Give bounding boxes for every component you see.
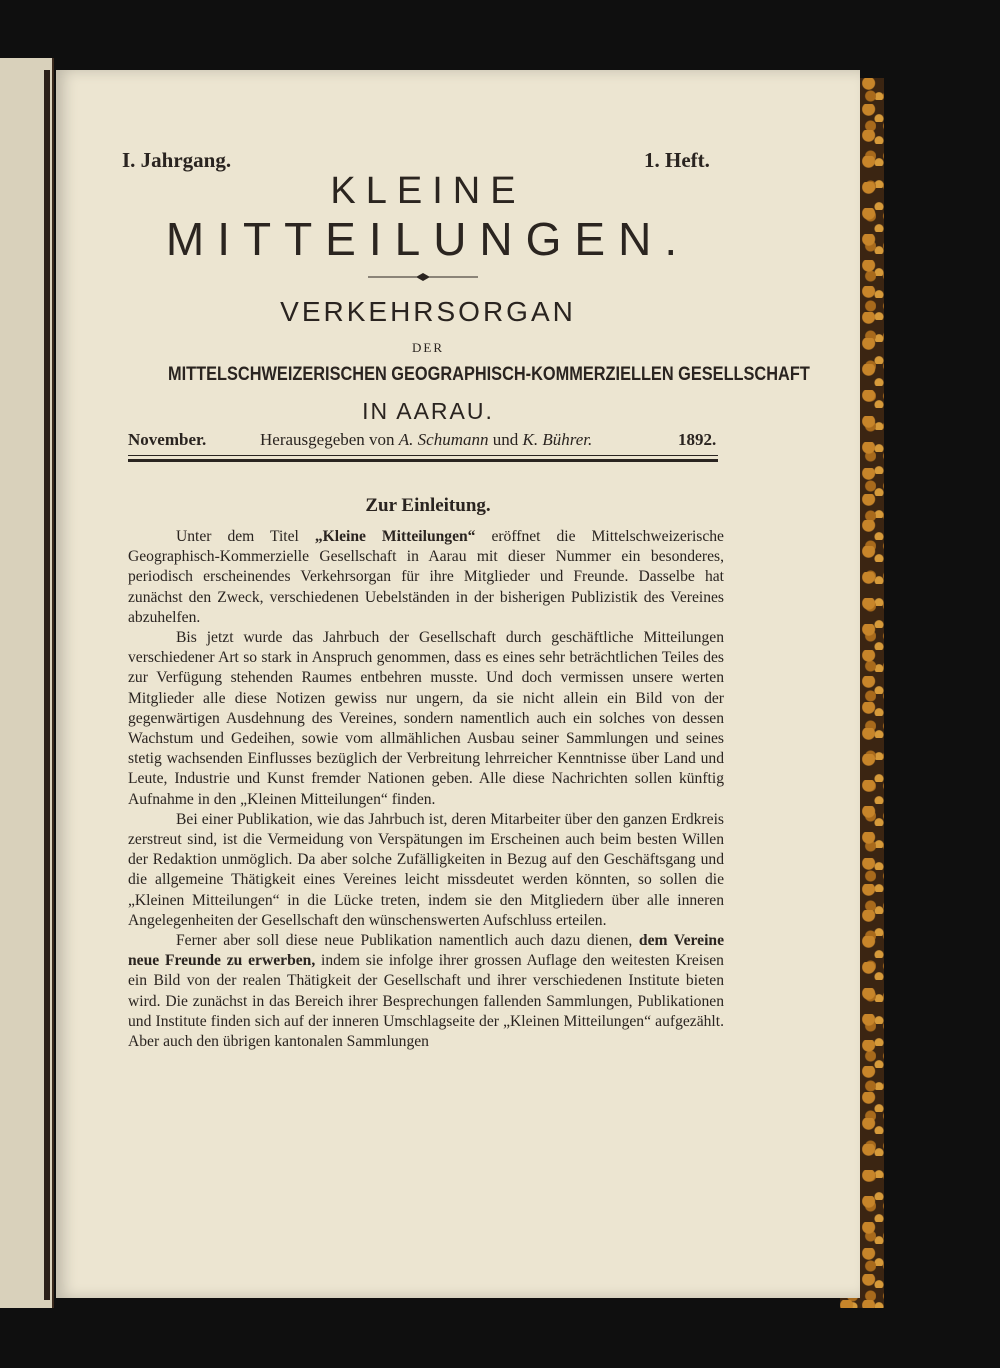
p4-bold: dem Vereine neue Freunde zu erwerben, xyxy=(128,932,725,970)
paragraph-3: Bei einer Publikation, wie das Jahrbuch ist, deren Mitarbeiter über den ganzen Erdkreis zerstreut sind, ist die Vermeidung von Verspätungen im Erscheinen auch beim besten Willen der Redaktion unmöglich. Da aber solche Zufälligkeiten in Bezug auf den Geschäftsgang und die allgemeine Thätigkeit eines Vereines leicht missdeutet werden könnten, so sollen die „Kleinen Mitteilungen“ in die Lücke treten, indem sie den Mitgliedern über alle inneren Angelegenheiten der Gesellschaft den wünschenswerten Aufschluss erteilen. xyxy=(128,810,724,929)
editors-line xyxy=(260,430,592,450)
organ-subtitle: VERKEHRSORGAN xyxy=(280,296,576,327)
society-name: MITTELSCHWEIZERISCHEN GEOGRAPHISCH-KOMMERZIELLEN GESELLSCHAFT xyxy=(168,364,810,385)
p1-start: Unter dem Titel xyxy=(176,528,315,545)
place-name: IN AARAU. xyxy=(362,398,494,424)
article-heading: Zur Einleitung. xyxy=(365,495,491,516)
article-der: DER xyxy=(412,340,444,355)
p4-start: Ferner aber soll diese neue Publikation namentlich auch dazu dienen, xyxy=(176,932,639,950)
editor-1: A. Schumann xyxy=(398,430,489,449)
title-line-1: KLEINE xyxy=(330,170,526,212)
paragraph-4 xyxy=(128,931,724,1052)
paragraph-1 xyxy=(128,527,724,628)
p1-title-bold: „Kleine Mitteilungen“ xyxy=(314,528,476,545)
paragraph-2: Bis jetzt wurde das Jahrbuch der Gesellschaft durch geschäftliche Mitteilungen verschiedener Art so stark in Anspruch genommen, dass es eines sehr beträchtlichen Teiles des zur Verfügung stehenden Raumes entbehren musste. Und doch vermissen unsere werten Mitglieder alle diese Notizen gewiss nur ungern, da sie nicht allein ein Bild von der gegenwärtigen Ausdehnung des Vereines, sondern namentlich auch ein solches von dessen Wachstum und Gedeihen, sowie vom allmählichen Ausbau seiner Sammlungen und seines stetig wachsenden Einflusses bezüglich der Verbreitung lehrreicher Kenntnisse über Land und Leute, Industrie und Kunst fremder Nationen geben. Alle diese Nachrichten sollen künftig Aufnahme in den „Kleinen Mitteilungen“ finden. xyxy=(128,629,724,808)
journal-page xyxy=(56,70,860,1298)
editors-prefix: Herausgegeben von xyxy=(260,430,399,449)
issue-label: 1. Heft. xyxy=(644,148,710,172)
rule-thin xyxy=(128,455,718,456)
volume-label: I. Jahrgang. xyxy=(122,148,232,172)
editor-2: K. Bührer. xyxy=(522,430,593,449)
rule-thick xyxy=(128,459,718,462)
p1-rest: eröffnet die Mittelschweizerische Geographisch-Kommerzielle Gesellschaft in Aarau mit dieser Nummer ein besonderes, periodisch erscheinendes Verkehrsorgan für ihre Mitglieder und Freunde. Dasselbe hat zunächst den Zweck, verschiedenen Uebelständen in der bisherigen Publizistik des Vereines abzuhelfen. xyxy=(128,528,724,626)
article-body xyxy=(128,527,724,1052)
year-label: 1892. xyxy=(678,430,717,449)
month-label: November. xyxy=(128,430,207,449)
editors-and: und xyxy=(488,430,523,449)
title-line-2: MITTEILUNGEN. xyxy=(165,213,691,265)
title-ornament xyxy=(368,273,478,281)
book-spine-edge xyxy=(44,70,50,1300)
p4-rest: indem sie infolge ihrer grossen Auflage den weitesten Kreisen ein Bild von der realen Thätigkeit der Gesellschaft und ihrer verschiedenen Institute bieten wird. Die zunächst in das Bereich ihrer Besprechungen fallenden Sammlungen, Publikationen und Institute finden sich auf der inneren Umschlagseite der „Kleinen Mitteilungen“ aufgezählt. Aber auch den übrigen kantonalen Sammlungen xyxy=(128,952,724,1051)
